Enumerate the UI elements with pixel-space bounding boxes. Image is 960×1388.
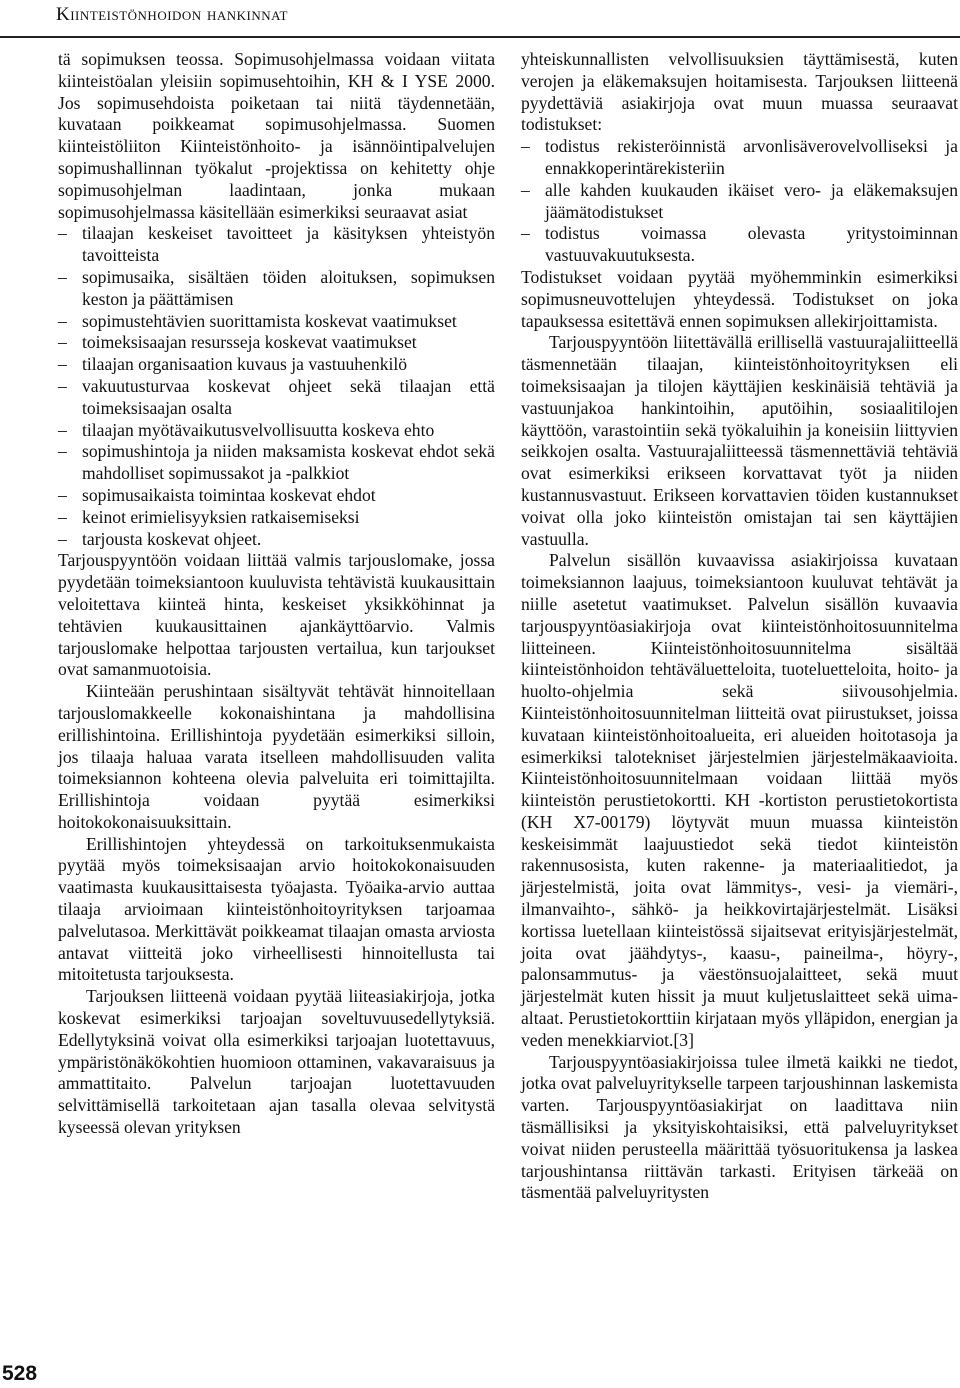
left-column	[58, 49, 495, 1139]
header-title: Kiinteistönhoidon hankinnat	[56, 4, 288, 25]
list-item: – tilaajan keskeiset tavoitteet ja käsityksen yhteistyön tavoitteista	[58, 223, 495, 267]
list-item: – tilaajan myötävaikutusvelvollisuutta koskeva ehto	[58, 420, 495, 442]
certificates-list	[521, 136, 958, 267]
list-item: – alle kahden kuukauden ikäiset vero- ja eläkemaksujen jäämätodistukset	[521, 180, 958, 224]
paragraph: Tarjouspyyntöön voidaan liittää valmis tarjouslomake, jossa pyydetään toimeksiantoon kuuluvista tehtävistä kuukausittain veloitettava kiinteä hinta, keskeiset yksikköhinnat ja tehtävien kuukausittainen ajankäyttöarvio. Valmis tarjouslomake helpottaa tarjousten vertailua, kun tarjoukset ovat samanmuotoisia.	[58, 550, 495, 680]
page-number: 528	[2, 1362, 38, 1385]
paragraph: Palvelun sisällön kuvaavissa asiakirjoissa kuvataan toimeksiannon laajuus, toimeksiantoon kuuluvat tehtävät ja niille asetetut vaatimukset. Palvelun sisällön kuvaavia tarjouspyyntöasiakirjoja ovat kiinteistönhoitosuunnitelma liitteineen. Kiinteistönhoitosuunnitelma sisältää kiinteistönhoidon tehtäväluetteloita, tuoteluetteloita, hoito- ja huolto-ohjelmia sekä siivousohjelmia. Kiinteistönhoitosuunnitelman liitteitä ovat piirustukset, joissa kuvataan kiinteistönhoitoalueita, eri alueiden hoitotasoja ja esimerkiksi talotekniset järjestelmien järjestelmäkaavioita. Kiinteistönhoitosuunnitelmaan voidaan liittää myös kiinteistön perustietokortti. KH -kortiston perustietokortista (KH X7-00179) löytyvät muun muassa kiinteistön keskeisimmät laajuustiedot sekä tiedot kiinteistön rakennusosista, kuten rakenne- ja materiaalitiedot, ja järjestelmistä, joita ovat lämmitys-, vesi- ja viemäri-, ilmanvaihto-, sähkö- ja heikkovirtajärjestelmät. Lisäksi kortissa luetellaan kiinteistössä sijaitsevat erityisjärjestelmät, joita ovat jäähdytys-, kaasu-, paineilma-, höyry-, palonsammutus- ja väestönsuojalaitteet, sekä muut järjestelmät kuten hissit ja muut kuljetuslaitteet sekä uima-altaat. Perustietokorttiin kirjataan myös ylläpidon, energian ja veden menekkiarviot.[3]	[521, 550, 958, 1050]
paragraph: Erillishintojen yhteydessä on tarkoituksenmukaista pyytää myös toimeksisaajan arvio hoitokokonaisuuden vaatimasta kuukausittaisesta työajasta. Työaika-arvio auttaa tilaaja arvioimaan kiinteistönhoitoyrityksen tarjoamaa palvelutasoa. Merkittävät poikkeamat tilaajan omasta arviosta antavat viitteitä joko virheellisesti hinnoitellusta tai mitoitetusta tarjouksesta.	[58, 833, 495, 985]
list-item: – toimeksisaajan resursseja koskevat vaatimukset	[58, 332, 495, 354]
list-item: – vakuutusturvaa koskevat ohjeet sekä tilaajan että toimeksisaajan osalta	[58, 376, 495, 420]
right-column	[521, 49, 958, 1204]
paragraph: Kiinteään perushintaan sisältyvät tehtävät hinnoitellaan tarjouslomakkeelle kokonaishintana ja mahdollisina erillishintoina. Erillishintoja pyydetään esimerkiksi silloin, jos tilaaja haluaa varata itselleen mahdollisuuden valita toimeksiannon kohteena olevia palveluita eri toimittajilta. Erillishintoja voidaan pyytää esimerkiksi hoitokokonaisuuksittain.	[58, 681, 495, 832]
running-header	[0, 0, 960, 48]
header-divider	[0, 36, 960, 38]
paragraph: Tarjouspyyntöön liitettävällä erillisellä vastuurajaliitteellä täsmennetään tilaajan, kiinteistönhoitoyrityksen eli toimeksisaajan ja tilojen käyttäjien keskinäisiä tehtäviä ja vastuunjakoa hankintoihin, aputöihin, sosiaalitilojen käyttöön, varastointiin sekä työkaluihin ja koneisiin liittyvien seikkojen osalta. Vastuurajaliitteessä täsmennettäviä tehtäviä ovat esimerkiksi erikseen korvattavat työt ja niiden kustannusvastuut. Erikseen korvattavien töiden kustannukset voivat olla joko kiinteistön omistajan tai sen käyttäjien vastuulla.	[521, 332, 958, 549]
list-item: – tarjousta koskevat ohjeet.	[58, 529, 495, 551]
paragraph: tä sopimuksen teossa. Sopimusohjelmassa voidaan viitata kiinteistöalan yleisiin sopimusehtoihin, KH & I YSE 2000. Jos sopimusehdoista poiketaan tai niitä täydennetään, kuvataan poikkeamat sopimusohjelmassa. Suomen kiinteistöliiton Kiinteistönhoito- ja isännöintipalvelujen sopimushallinnan työkalut -projektissa on kehitetty ohje sopimusohjelman laadintaan, jonka mukaan sopimusohjelmassa käsitellään esimerkiksi seuraavat asiat	[58, 49, 495, 222]
paragraph: yhteiskunnallisten velvollisuuksien täyttämisestä, kuten verojen ja eläkemaksujen hoitamisesta. Tarjouksen liitteenä pyydettäviä asiakirjoja ovat muun muassa seuraavat todistukset:	[521, 49, 958, 135]
paragraph: Tarjouspyyntöasiakirjoissa tulee ilmetä kaikki ne tiedot, jotka ovat palveluyritykselle tarpeen tarjoushinnan laskemista varten. Tarjouspyyntöasiakirjat on laadittava niin täsmällisiksi ja yksityiskohtaisiksi, että palveluyritykset voivat niiden perusteella määrittää työsuoritukensa ja laskea tarjoushintansa riittävän tarkasti. Erityisen tärkeää on täsmentää palveluyritysten	[521, 1051, 958, 1203]
paragraph: Tarjouksen liitteenä voidaan pyytää liiteasiakirjoja, jotka koskevat esimerkiksi tarjoajan soveltuvuusedellytyksiä. Edellytyksinä voivat olla esimerkiksi tarjoajan luotettavuus, ympäristönäkökohtien huomioon ottaminen, vakavaraisuus ja ammattitaito. Palvelun tarjoajan luotettavuuden selvittämisellä tarkoitetaan ajan tasalla olevaa selvitystä kyseessä olevan yrityksen	[58, 986, 495, 1138]
list-item: – todistus voimassa olevasta yritystoiminnan vastuuvakuutuksesta.	[521, 223, 958, 267]
list-item: – tilaajan organisaation kuvaus ja vastuuhenkilö	[58, 354, 495, 376]
list-item: – keinot erimielisyyksien ratkaisemiseksi	[58, 507, 495, 529]
list-item: – sopimusaikaista toimintaa koskevat ehdot	[58, 485, 495, 507]
list-item: – sopimushintoja ja niiden maksamista koskevat ehdot sekä mahdolliset sopimussakot ja -palkkiot	[58, 441, 495, 485]
list-item: – sopimusaika, sisältäen töiden aloituksen, sopimuksen keston ja päättämisen	[58, 267, 495, 311]
list-item: – todistus rekisteröinnistä arvonlisäverovelvolliseksi ja ennakkoperintärekisteriin	[521, 136, 958, 180]
agreement-topics-list	[58, 223, 495, 550]
paragraph: Todistukset voidaan pyytää myöhemminkin esimerkiksi sopimusneuvottelujen yhteydessä. Todistukset on joka tapauksessa esitettävä ennen sopimuksen allekirjoittamista.	[521, 266, 958, 331]
list-item: – sopimustehtävien suorittamista koskevat vaatimukset	[58, 311, 495, 333]
